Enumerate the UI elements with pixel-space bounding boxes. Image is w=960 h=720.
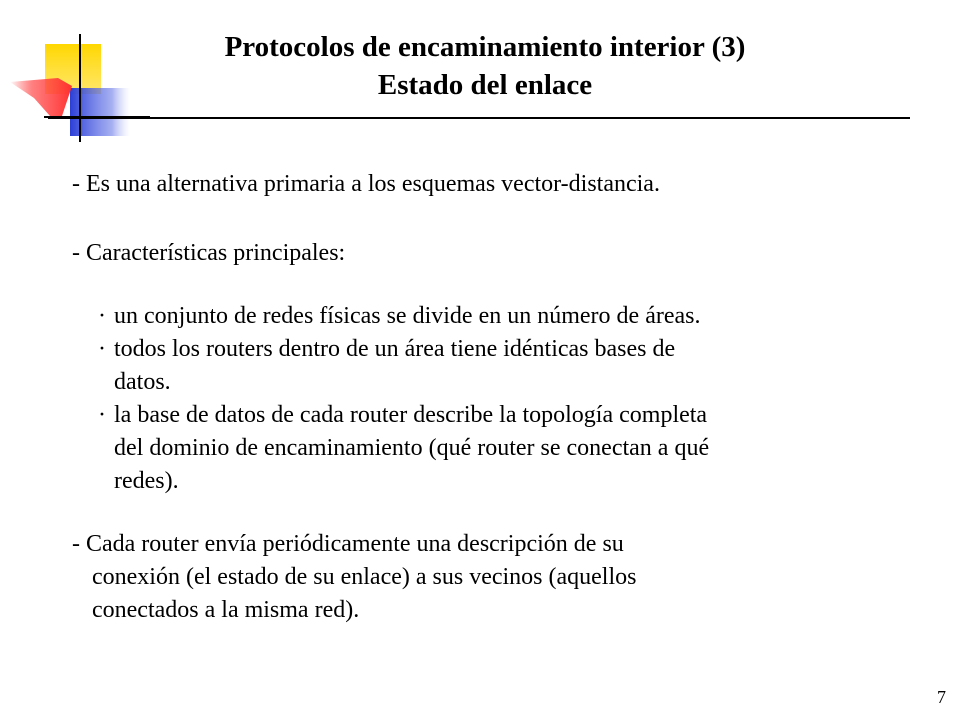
bullet-marker: · — [98, 402, 106, 428]
feature-bullet-list — [72, 300, 932, 498]
feature-bullet-databases — [72, 333, 932, 399]
spacer — [72, 201, 932, 237]
logo-red-shape — [10, 78, 72, 116]
feature-bullet-areas — [72, 300, 932, 333]
bullet-marker: · — [98, 336, 106, 362]
bullet-text-line: del dominio de encaminamiento (qué router se conectan a qué — [114, 435, 710, 461]
bullet-text-line: un conjunto de redes físicas se divide en un número de áreas. — [114, 303, 701, 329]
feature-bullet-topology — [72, 399, 932, 498]
slide-body — [72, 168, 932, 627]
title-divider — [48, 117, 910, 119]
paragraph-link-state — [72, 528, 932, 627]
paragraph-line: conexión (el estado de su enlace) a sus vecinos (aquellos — [92, 564, 637, 590]
bullet-text-line: redes). — [114, 468, 179, 494]
title-line-2: Estado del enlace — [377, 69, 593, 101]
page-number: 7 — [937, 687, 946, 707]
paragraph-line: - Cada router envía periódicamente una descripción de su — [72, 531, 624, 557]
paragraph-features-heading: - Características principales: — [72, 240, 346, 266]
bullet-text-line: datos. — [114, 369, 171, 395]
slide-logo-graphic — [0, 0, 150, 150]
spacer — [72, 270, 932, 300]
bullet-marker: · — [98, 303, 106, 329]
spacer — [72, 498, 932, 528]
title-line-1: Protocolos de encaminamiento interior (3) — [224, 31, 746, 63]
bullet-text-line: la base de datos de cada router describe la topología completa — [114, 402, 708, 428]
paragraph-line: conectados a la misma red). — [92, 597, 360, 623]
bullet-text-line: todos los routers dentro de un área tiene idénticas bases de — [114, 336, 676, 362]
paragraph-alternative: - Es una alternativa primaria a los esquemas vector-distancia. — [72, 171, 660, 197]
slide-title — [135, 28, 835, 104]
